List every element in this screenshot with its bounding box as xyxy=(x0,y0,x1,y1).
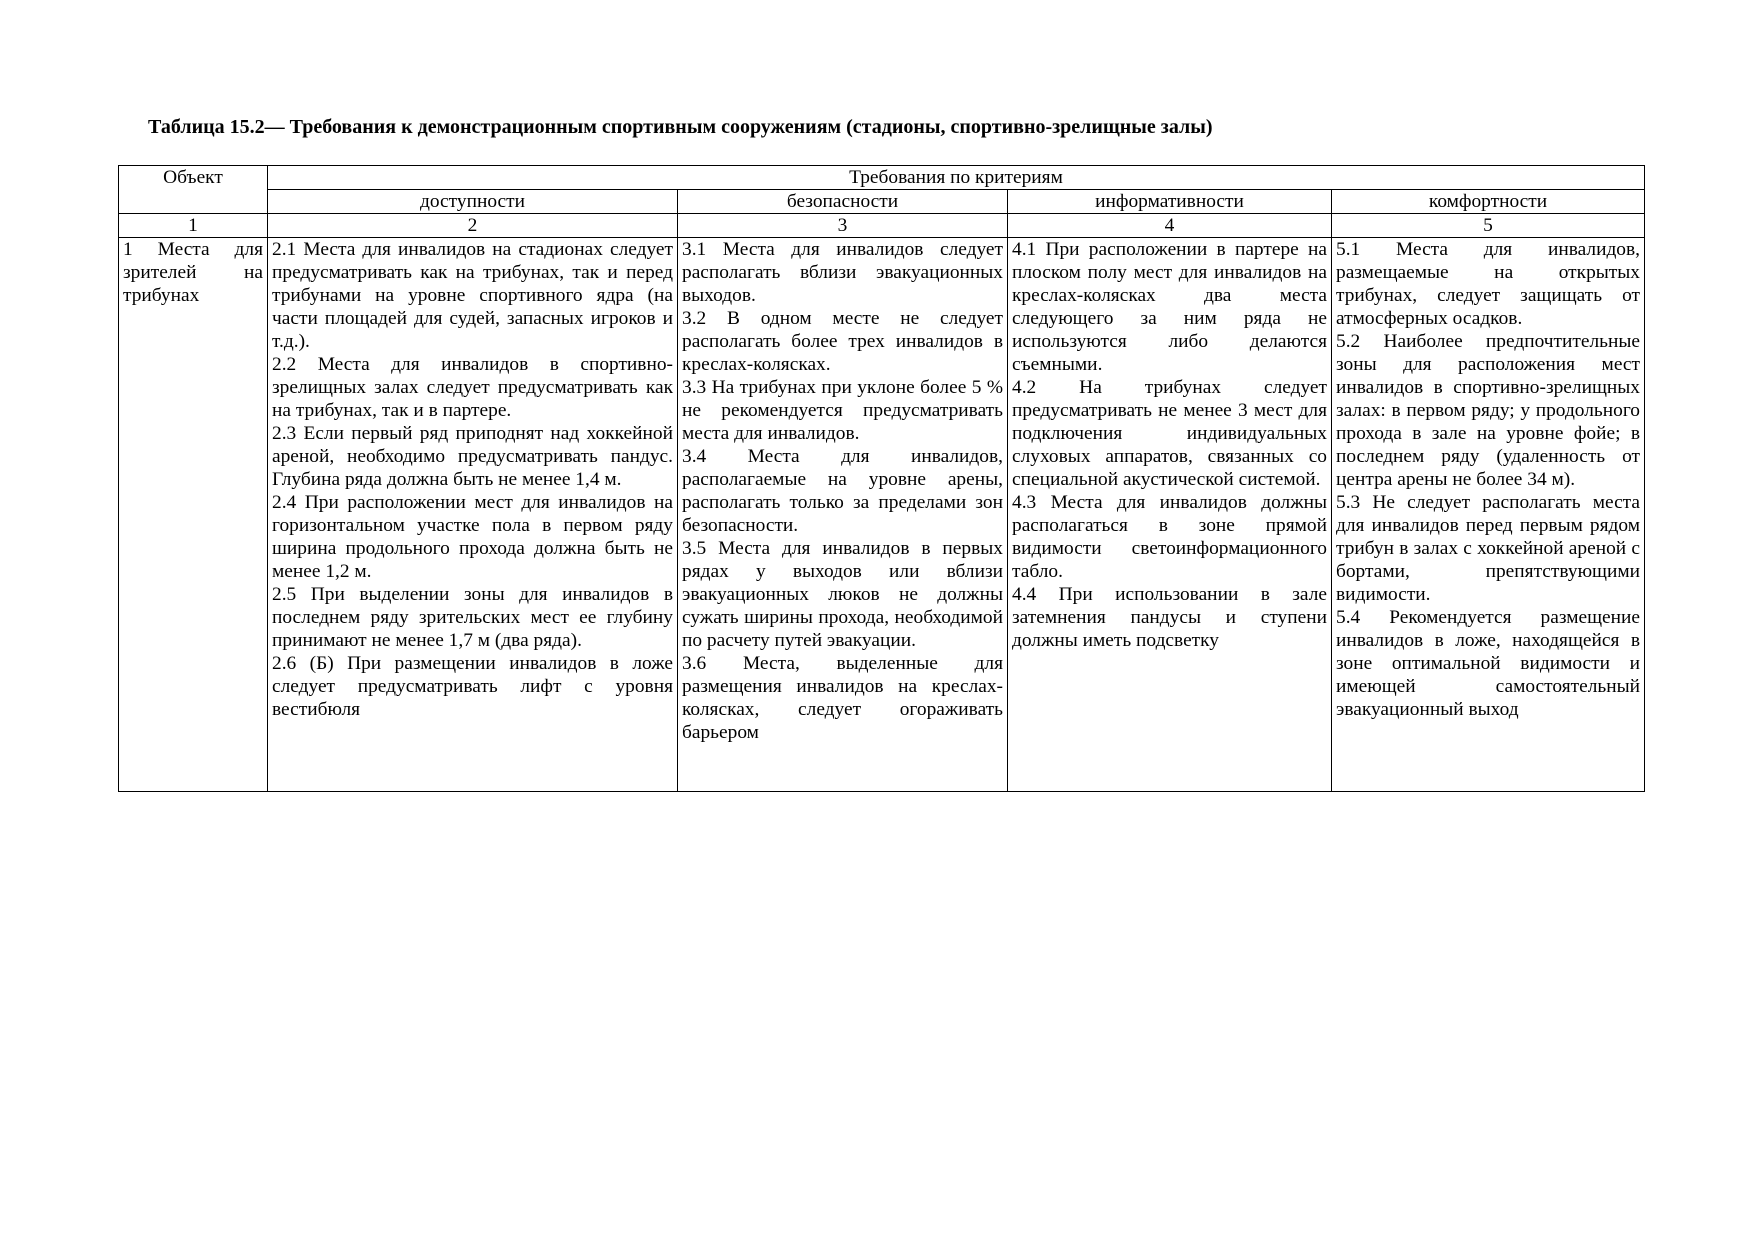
header-row-criteria xyxy=(119,190,1645,214)
comfort-item: 5.2 Наиболее предпочтительные зоны для расположения мест инвалидов в спортивно-зрелищных залах: в первом ряду; у продольного прохода в зале на уровне фойе; в последнем ряду (удаленность от центра арены не более 34 м). xyxy=(1336,331,1641,490)
object-name: 1 Места для зрителей на трибунах xyxy=(119,238,268,792)
table-title: Таблица 15.2— Требования к демонстрационным спортивным сооружениям (стадионы, спортивно-зрелищные залы) xyxy=(148,116,1213,138)
safety-item: 3.3 На трибунах при уклоне более 5 % не рекомендуется предусматривать места для инвалидов. xyxy=(682,377,1003,444)
safety-item: 3.6 Места, выделенные для размещения инвалидов на креслах-колясках, следует огораживать барьером xyxy=(682,653,1003,743)
header-informativeness: информативности xyxy=(1008,190,1332,214)
table-row xyxy=(119,238,1645,792)
informativeness-item: 4.1 При расположении в партере на плоском полу мест для инвалидов на креслах-колясках два места следующего за ним ряда не используются либо делаются съемными. xyxy=(1012,239,1327,375)
header-criteria-group: Требования по критериям xyxy=(268,166,1645,190)
column-number: 4 xyxy=(1008,214,1332,238)
accessibility-item: 2.5 При выделении зоны для инвалидов в последнем ряду зрительских мест ее глубину принимают не менее 1,7 м (два ряда). xyxy=(272,584,673,651)
header-row-numbers xyxy=(119,214,1645,238)
header-comfort: комфортности xyxy=(1332,190,1645,214)
safety-item: 3.1 Места для инвалидов следует располагать вблизи эвакуационных выходов. xyxy=(682,239,1003,306)
header-accessibility: доступности xyxy=(268,190,678,214)
column-number: 5 xyxy=(1332,214,1645,238)
accessibility-item: 2.3 Если первый ряд приподнят над хоккейной ареной, необходимо предусматривать пандус. Глубина ряда должна быть не менее 1,4 м. xyxy=(272,423,673,490)
safety-item: 3.2 В одном месте не следует располагать более трех инвалидов в креслах-колясках. xyxy=(682,308,1003,375)
accessibility-item: 2.4 При расположении мест для инвалидов на горизонтальном участке пола в первом ряду ширина продольного прохода должна быть не менее 1,2 м. xyxy=(272,492,673,582)
safety-item: 3.4 Места для инвалидов, располагаемые на уровне арены, располагать только за пределами зон безопасности. xyxy=(682,446,1003,536)
safety-item: 3.5 Места для инвалидов в первых рядах у выходов или вблизи эвакуационных люков не должны сужать ширины прохода, необходимой по расчету путей эвакуации. xyxy=(682,538,1003,651)
comfort-cell xyxy=(1332,238,1645,792)
safety-cell xyxy=(678,238,1008,792)
accessibility-item: 2.2 Места для инвалидов в спортивно-зрелищных залах следует предусматривать как на трибунах, так и в партере. xyxy=(272,354,673,421)
header-object: Объект xyxy=(119,166,268,214)
accessibility-cell xyxy=(268,238,678,792)
header-row-group xyxy=(119,166,1645,190)
column-number: 1 xyxy=(119,214,268,238)
accessibility-item: 2.1 Места для инвалидов на стадионах следует предусматривать как на трибунах, так и перед трибунами на уровне спортивного ядра (на части площадей для судей, запасных игроков и т.д.). xyxy=(272,239,673,352)
accessibility-item: 2.6 (Б) При размещении инвалидов в ложе следует предусматривать лифт с уровня вестибюля xyxy=(272,653,673,720)
informativeness-cell xyxy=(1008,238,1332,792)
requirements-table xyxy=(118,165,1645,792)
comfort-item: 5.3 Не следует располагать места для инвалидов перед первым рядом трибун в залах с хоккейной ареной с бортами, препятствующими видимости. xyxy=(1336,492,1641,605)
comfort-item: 5.4 Рекомендуется размещение инвалидов в ложе, находящейся в зоне оптимальной видимости и имеющей самостоятельный эвакуационный выход xyxy=(1336,607,1641,720)
comfort-item: 5.1 Места для инвалидов, размещаемые на открытых трибунах, следует защищать от атмосферных осадков. xyxy=(1336,239,1641,329)
column-number: 2 xyxy=(268,214,678,238)
informativeness-item: 4.4 При использовании в зале затемнения пандусы и ступени должны иметь подсветку xyxy=(1012,584,1327,651)
informativeness-item: 4.2 На трибунах следует предусматривать не менее 3 мест для подключения индивидуальных слуховых аппаратов, связанных со специальной акустической системой. xyxy=(1012,377,1327,490)
informativeness-item: 4.3 Места для инвалидов должны располагаться в зоне прямой видимости светоинформационного табло. xyxy=(1012,492,1327,582)
column-number: 3 xyxy=(678,214,1008,238)
header-safety: безопасности xyxy=(678,190,1008,214)
